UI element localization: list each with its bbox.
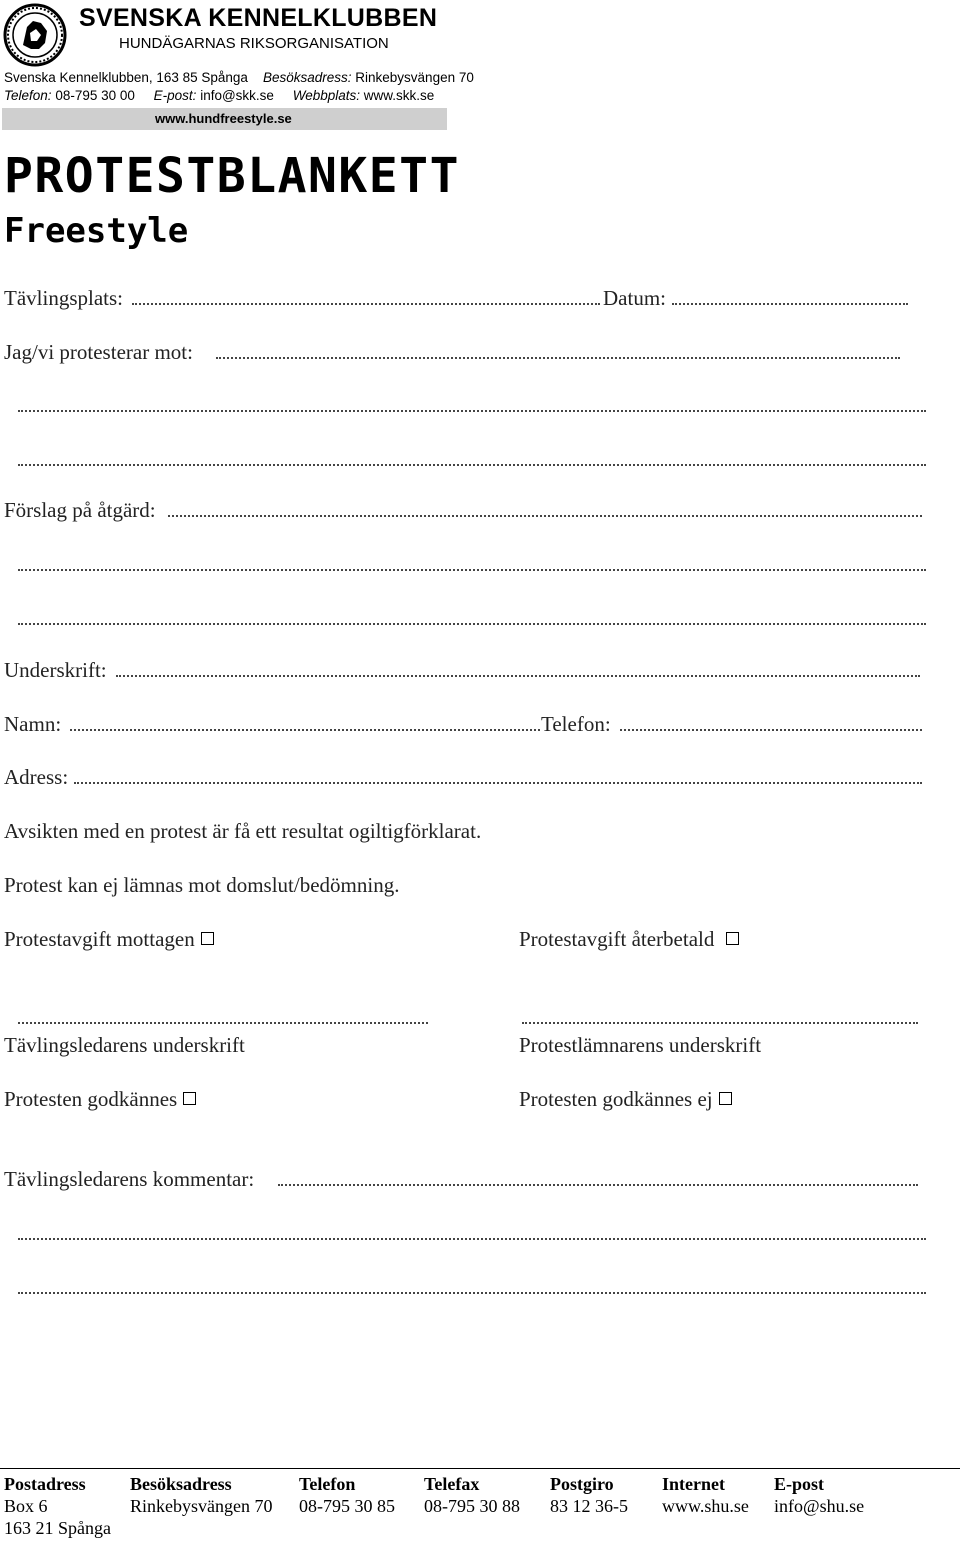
org-name: SVENSKA KENNELKLUBBEN xyxy=(79,4,438,32)
footer-header-postadress: Postadress xyxy=(4,1474,86,1494)
approved-checkbox[interactable] xyxy=(183,1092,196,1105)
page-subtitle: Freestyle xyxy=(4,211,189,251)
leader-comment-field[interactable] xyxy=(278,1184,918,1186)
footer-value-postgiro: 83 12 36-5 xyxy=(550,1496,628,1516)
footer-header-telefax: Telefax xyxy=(424,1474,480,1494)
footer-header-telefon: Telefon xyxy=(299,1474,356,1494)
proposal-label: Förslag på åtgärd: xyxy=(4,498,156,522)
footer-value-telefon: 08-795 30 85 xyxy=(299,1496,395,1516)
banner-url: www.hundfreestyle.se xyxy=(155,111,292,126)
not-approved: Protesten godkännes ej xyxy=(519,1087,732,1112)
signature-label: Underskrift: xyxy=(4,658,107,682)
footer-header-postgiro: Postgiro xyxy=(550,1474,614,1494)
name-field[interactable] xyxy=(70,729,540,731)
footer-postal-city: 163 21 Spånga xyxy=(4,1518,111,1538)
footer-divider xyxy=(0,1468,960,1469)
protest-against-field[interactable] xyxy=(216,357,900,359)
phone-field[interactable] xyxy=(620,729,922,731)
leader-comment-label: Tävlingsledarens kommentar: xyxy=(4,1167,255,1191)
name-label: Namn: xyxy=(4,712,62,736)
page-title: PROTESTBLANKETT xyxy=(4,148,460,204)
footer-header-besoksadress: Besöksadress xyxy=(130,1474,232,1494)
skk-logo xyxy=(3,3,67,67)
address-line: Svenska Kennelklubben, 163 85 Spånga Besöksadress: Rinkebysvängen 70 xyxy=(4,70,474,85)
proposal-line-2[interactable] xyxy=(18,569,926,571)
footer-value-telefax: 08-795 30 88 xyxy=(424,1496,520,1516)
footer-value-epost[interactable]: info@shu.se xyxy=(774,1496,865,1516)
note-restriction: Protest kan ej lämnas mot domslut/bedömning. xyxy=(4,873,400,897)
venue-field[interactable] xyxy=(132,303,600,305)
address-label: Adress: xyxy=(4,765,69,789)
protester-signature-label: Protestlämnarens underskrift xyxy=(519,1033,762,1057)
footer-value-postadress: Box 6 xyxy=(4,1496,48,1516)
leader-comment-line-2[interactable] xyxy=(18,1238,926,1240)
leader-signature-label: Tävlingsledarens underskrift xyxy=(4,1033,245,1057)
note-purpose: Avsikten med en protest är få ett resultat ogiltigförklarat. xyxy=(4,819,482,843)
footer-value-besoksadress: Rinkebysvängen 70 xyxy=(130,1496,273,1516)
venue-label: Tävlingsplats: xyxy=(4,286,123,310)
protester-signature-field[interactable] xyxy=(522,1022,918,1024)
fee-received: Protestavgift mottagen xyxy=(4,927,214,952)
protest-against-label: Jag/vi protesterar mot: xyxy=(4,340,193,364)
protest-against-line-3[interactable] xyxy=(18,464,926,466)
signature-field[interactable] xyxy=(116,675,920,677)
fee-received-checkbox[interactable] xyxy=(201,932,214,945)
org-subtitle: HUNDÄGARNAS RIKSORGANISATION xyxy=(119,35,389,52)
footer-header-internet: Internet xyxy=(662,1474,725,1494)
proposal-line-3[interactable] xyxy=(18,623,926,625)
leader-signature-field[interactable] xyxy=(18,1022,428,1024)
footer-header-epost: E-post xyxy=(774,1474,825,1494)
fee-refunded-checkbox[interactable] xyxy=(726,932,739,945)
footer-value-internet[interactable]: www.shu.se xyxy=(662,1496,749,1516)
date-label: Datum: xyxy=(603,286,666,310)
fee-refunded: Protestavgift återbetald xyxy=(519,927,739,952)
approved: Protesten godkännes xyxy=(4,1087,196,1112)
date-field[interactable] xyxy=(672,303,908,305)
not-approved-checkbox[interactable] xyxy=(719,1092,732,1105)
contact-line: Telefon: 08-795 30 00 E-post: info@skk.se Webbplats: www.skk.se xyxy=(4,88,435,103)
proposal-field[interactable] xyxy=(168,515,922,517)
phone-label: Telefon: xyxy=(541,712,611,736)
leader-comment-line-3[interactable] xyxy=(18,1292,926,1294)
protest-against-line-2[interactable] xyxy=(18,410,926,412)
address-field[interactable] xyxy=(74,782,922,784)
